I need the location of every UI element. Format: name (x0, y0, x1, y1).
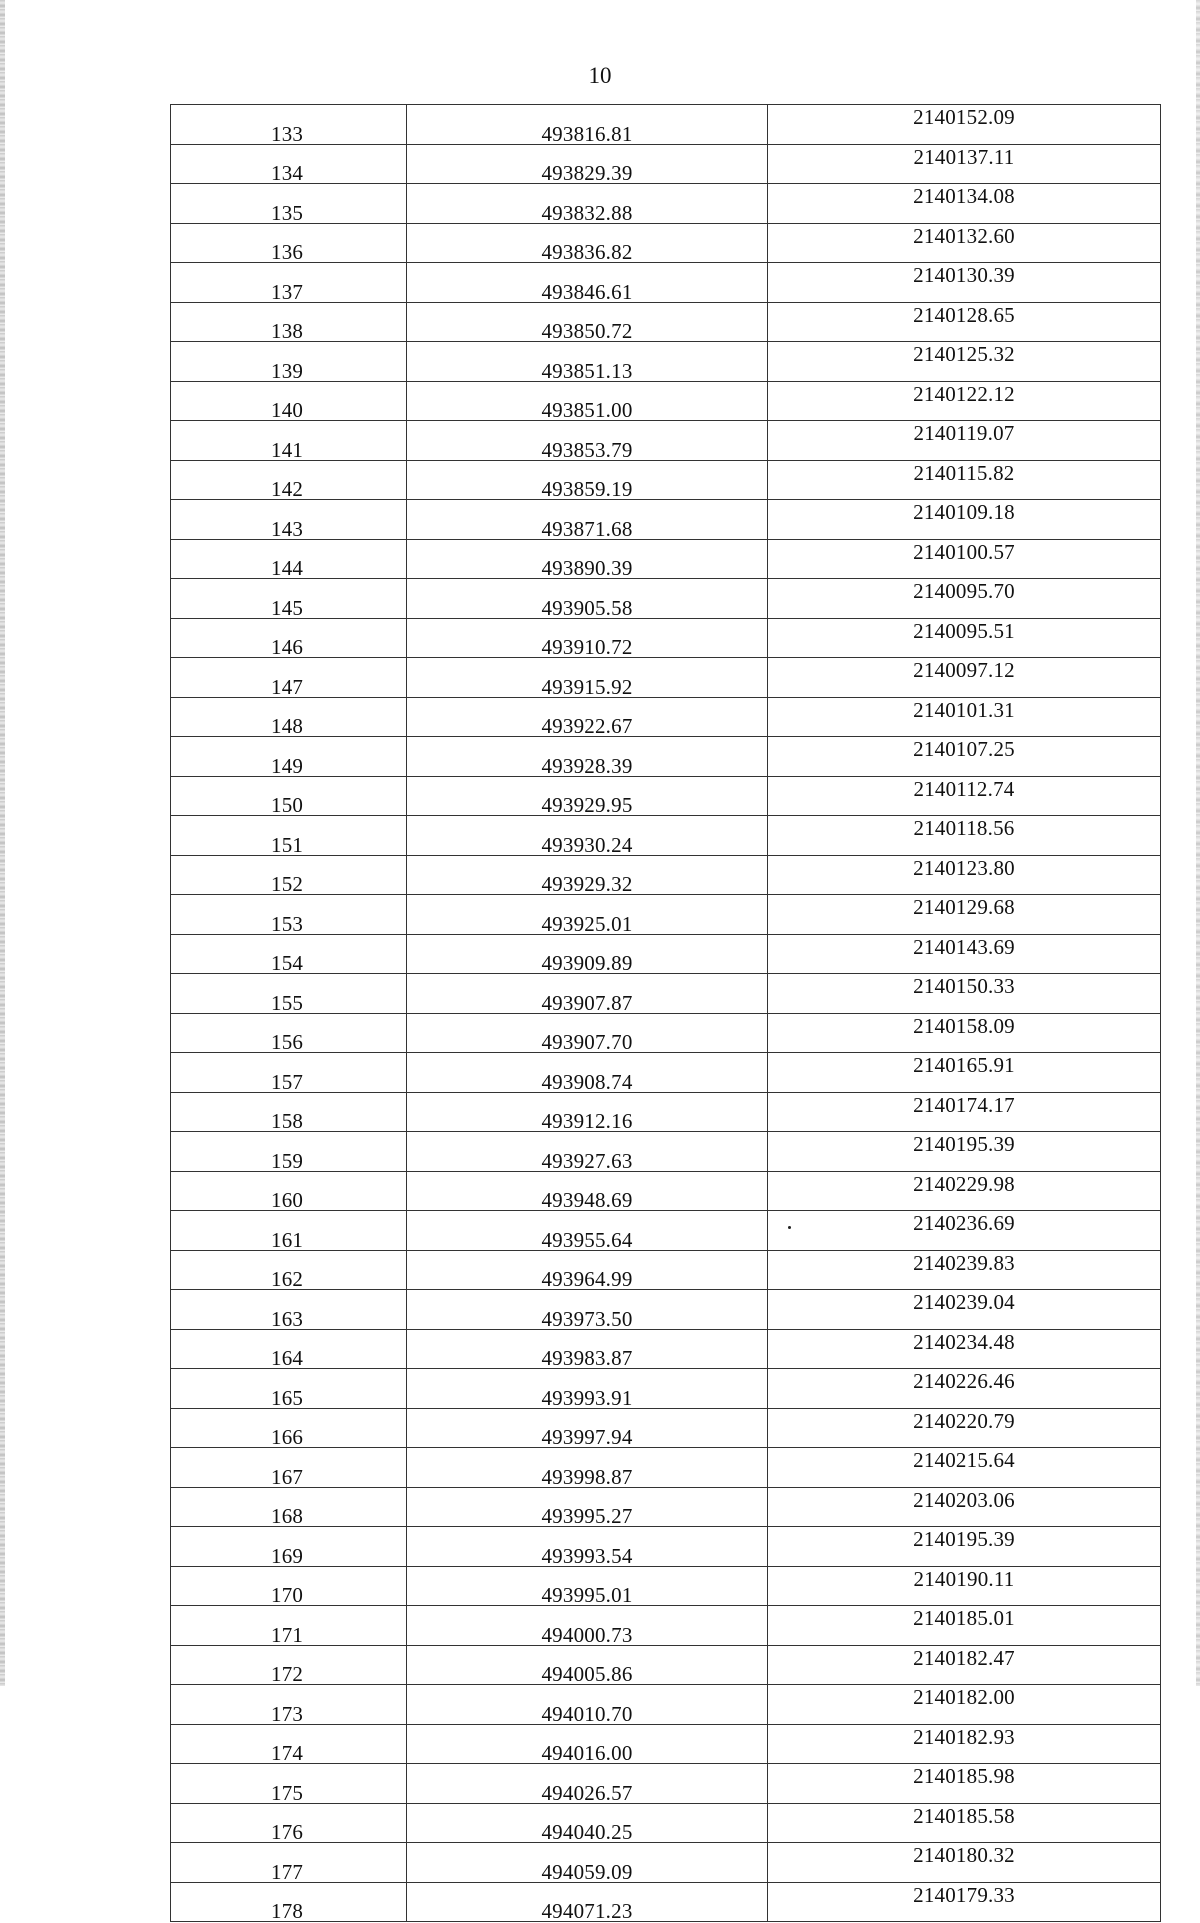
y-coordinate-cell: 2140179.33 (768, 1882, 1161, 1922)
x-coordinate-cell: 493929.32 (407, 855, 768, 895)
table-row (171, 460, 1161, 500)
table-row (171, 1053, 1161, 1093)
scan-edge-right (1196, 0, 1200, 1686)
table-row (171, 105, 1161, 145)
point-number-cell: 144 (171, 539, 407, 579)
y-coordinate-cell: 2140152.09 (768, 105, 1161, 145)
y-coordinate-cell: 2140180.32 (768, 1843, 1161, 1883)
y-coordinate-cell: 2140115.82 (768, 460, 1161, 500)
x-coordinate-cell: 493997.94 (407, 1408, 768, 1448)
point-number-cell: 170 (171, 1566, 407, 1606)
x-coordinate-cell: 493983.87 (407, 1329, 768, 1369)
table-row (171, 1527, 1161, 1567)
point-number-cell: 165 (171, 1369, 407, 1409)
x-coordinate-cell: 493905.58 (407, 579, 768, 619)
x-coordinate-cell: 494016.00 (407, 1724, 768, 1764)
x-coordinate-cell: 493832.88 (407, 184, 768, 224)
x-coordinate-cell: 493930.24 (407, 816, 768, 856)
table-row (171, 1092, 1161, 1132)
point-number-cell: 142 (171, 460, 407, 500)
point-number-cell: 159 (171, 1132, 407, 1172)
y-coordinate-cell: 2140229.98 (768, 1171, 1161, 1211)
x-coordinate-cell: 493910.72 (407, 618, 768, 658)
x-coordinate-cell: 493995.01 (407, 1566, 768, 1606)
y-coordinate-cell: 2140220.79 (768, 1408, 1161, 1448)
coordinate-table (170, 104, 1161, 1922)
point-number-cell: 149 (171, 737, 407, 777)
x-coordinate-cell: 494071.23 (407, 1882, 768, 1922)
x-coordinate-cell: 494026.57 (407, 1764, 768, 1804)
x-coordinate-cell: 494010.70 (407, 1685, 768, 1725)
table-row (171, 1843, 1161, 1883)
y-coordinate-cell: 2140109.18 (768, 500, 1161, 540)
y-coordinate-cell: 2140101.31 (768, 697, 1161, 737)
y-coordinate-cell: 2140182.00 (768, 1685, 1161, 1725)
point-number-cell: 166 (171, 1408, 407, 1448)
x-coordinate-cell: 493964.99 (407, 1250, 768, 1290)
x-coordinate-cell: 493927.63 (407, 1132, 768, 1172)
y-coordinate-cell: 2140095.70 (768, 579, 1161, 619)
x-coordinate-cell: 493908.74 (407, 1053, 768, 1093)
y-coordinate-cell: 2140128.65 (768, 302, 1161, 342)
x-coordinate-cell: 493850.72 (407, 302, 768, 342)
x-coordinate-cell: 493993.54 (407, 1527, 768, 1567)
table-row (171, 1882, 1161, 1922)
point-number-cell: 155 (171, 974, 407, 1014)
point-number-cell: 140 (171, 381, 407, 421)
y-coordinate-cell: 2140097.12 (768, 658, 1161, 698)
point-number-cell: 158 (171, 1092, 407, 1132)
y-coordinate-cell: 2140130.39 (768, 263, 1161, 303)
y-coordinate-cell: 2140100.57 (768, 539, 1161, 579)
point-number-cell: 135 (171, 184, 407, 224)
point-number-cell: 146 (171, 618, 407, 658)
x-coordinate-cell: 493851.13 (407, 342, 768, 382)
point-number-cell: 174 (171, 1724, 407, 1764)
table-row (171, 737, 1161, 777)
y-coordinate-cell: 2140112.74 (768, 776, 1161, 816)
table-row (171, 302, 1161, 342)
y-coordinate-cell: 2140134.08 (768, 184, 1161, 224)
x-coordinate-cell: 493890.39 (407, 539, 768, 579)
table-row (171, 1171, 1161, 1211)
y-coordinate-cell: 2140107.25 (768, 737, 1161, 777)
table-row (171, 342, 1161, 382)
table-row (171, 1013, 1161, 1053)
y-coordinate-cell: 2140236.69 (768, 1211, 1161, 1251)
table-row (171, 1211, 1161, 1251)
point-number-cell: 141 (171, 421, 407, 461)
table-row (171, 658, 1161, 698)
y-coordinate-cell: 2140185.01 (768, 1606, 1161, 1646)
table-row (171, 776, 1161, 816)
y-coordinate-cell: 2140165.91 (768, 1053, 1161, 1093)
point-number-cell: 176 (171, 1803, 407, 1843)
y-coordinate-cell: 2140119.07 (768, 421, 1161, 461)
table-row (171, 1132, 1161, 1172)
scan-edge-left (0, 0, 5, 1686)
x-coordinate-cell: 493928.39 (407, 737, 768, 777)
point-number-cell: 153 (171, 895, 407, 935)
table-row (171, 816, 1161, 856)
point-number-cell: 178 (171, 1882, 407, 1922)
table-row (171, 895, 1161, 935)
x-coordinate-cell: 493846.61 (407, 263, 768, 303)
y-coordinate-cell: 2140132.60 (768, 223, 1161, 263)
point-number-cell: 137 (171, 263, 407, 303)
y-coordinate-cell: 2140118.56 (768, 816, 1161, 856)
y-coordinate-cell: 2140122.12 (768, 381, 1161, 421)
x-coordinate-cell: 493973.50 (407, 1290, 768, 1330)
y-coordinate-cell: 2140150.33 (768, 974, 1161, 1014)
y-coordinate-cell: 2140226.46 (768, 1369, 1161, 1409)
point-number-cell: 151 (171, 816, 407, 856)
x-coordinate-cell: 493859.19 (407, 460, 768, 500)
x-coordinate-cell: 493907.70 (407, 1013, 768, 1053)
coordinate-table-body (171, 105, 1161, 1922)
x-coordinate-cell: 493993.91 (407, 1369, 768, 1409)
x-coordinate-cell: 493816.81 (407, 105, 768, 145)
point-number-cell: 172 (171, 1645, 407, 1685)
x-coordinate-cell: 493909.89 (407, 934, 768, 974)
table-row (171, 381, 1161, 421)
point-number-cell: 133 (171, 105, 407, 145)
y-coordinate-cell: 2140215.64 (768, 1448, 1161, 1488)
x-coordinate-cell: 493955.64 (407, 1211, 768, 1251)
point-number-cell: 143 (171, 500, 407, 540)
table-row (171, 1685, 1161, 1725)
y-coordinate-cell: 2140174.17 (768, 1092, 1161, 1132)
x-coordinate-cell: 493915.92 (407, 658, 768, 698)
point-number-cell: 136 (171, 223, 407, 263)
x-coordinate-cell: 493853.79 (407, 421, 768, 461)
table-row (171, 1606, 1161, 1646)
table-row (171, 1645, 1161, 1685)
table-row (171, 697, 1161, 737)
y-coordinate-cell: 2140203.06 (768, 1487, 1161, 1527)
table-row (171, 1250, 1161, 1290)
y-coordinate-cell: 2140182.93 (768, 1724, 1161, 1764)
table-row (171, 579, 1161, 619)
point-number-cell: 134 (171, 144, 407, 184)
page-number: 10 (588, 63, 612, 88)
y-coordinate-cell: 2140185.58 (768, 1803, 1161, 1843)
y-coordinate-cell: 2140182.47 (768, 1645, 1161, 1685)
point-number-cell: 175 (171, 1764, 407, 1804)
point-number-cell: 167 (171, 1448, 407, 1488)
y-coordinate-cell: 2140195.39 (768, 1527, 1161, 1567)
point-number-cell: 157 (171, 1053, 407, 1093)
table-row (171, 1487, 1161, 1527)
table-row (171, 421, 1161, 461)
table-row (171, 500, 1161, 540)
table-row (171, 974, 1161, 1014)
x-coordinate-cell: 494040.25 (407, 1803, 768, 1843)
y-coordinate-cell: 2140095.51 (768, 618, 1161, 658)
x-coordinate-cell: 493851.00 (407, 381, 768, 421)
y-coordinate-cell: 2140185.98 (768, 1764, 1161, 1804)
point-number-cell: 173 (171, 1685, 407, 1725)
table-row (171, 618, 1161, 658)
table-row (171, 1329, 1161, 1369)
y-coordinate-cell: 2140239.83 (768, 1250, 1161, 1290)
table-row (171, 1290, 1161, 1330)
table-row (171, 1448, 1161, 1488)
point-number-cell: 168 (171, 1487, 407, 1527)
point-number-cell: 160 (171, 1171, 407, 1211)
y-coordinate-cell: 2140137.11 (768, 144, 1161, 184)
point-number-cell: 171 (171, 1606, 407, 1646)
table-row (171, 263, 1161, 303)
point-number-cell: 161 (171, 1211, 407, 1251)
x-coordinate-cell: 493907.87 (407, 974, 768, 1014)
x-coordinate-cell: 493925.01 (407, 895, 768, 935)
x-coordinate-cell: 493829.39 (407, 144, 768, 184)
table-row (171, 1724, 1161, 1764)
x-coordinate-cell: 493998.87 (407, 1448, 768, 1488)
y-coordinate-cell: 2140190.11 (768, 1566, 1161, 1606)
y-coordinate-cell: 2140158.09 (768, 1013, 1161, 1053)
y-coordinate-cell: 2140239.04 (768, 1290, 1161, 1330)
y-coordinate-cell: 2140125.32 (768, 342, 1161, 382)
point-number-cell: 152 (171, 855, 407, 895)
point-number-cell: 163 (171, 1290, 407, 1330)
y-coordinate-cell: 2140143.69 (768, 934, 1161, 974)
x-coordinate-cell: 493948.69 (407, 1171, 768, 1211)
point-number-cell: 169 (171, 1527, 407, 1567)
table-row (171, 223, 1161, 263)
point-number-cell: 139 (171, 342, 407, 382)
table-row (171, 1566, 1161, 1606)
table-row (171, 184, 1161, 224)
point-number-cell: 148 (171, 697, 407, 737)
table-row (171, 144, 1161, 184)
x-coordinate-cell: 494000.73 (407, 1606, 768, 1646)
x-coordinate-cell: 493912.16 (407, 1092, 768, 1132)
x-coordinate-cell: 494005.86 (407, 1645, 768, 1685)
point-number-cell: 177 (171, 1843, 407, 1883)
table-row (171, 934, 1161, 974)
scan-speck (788, 1226, 791, 1229)
point-number-cell: 162 (171, 1250, 407, 1290)
point-number-cell: 147 (171, 658, 407, 698)
table-row (171, 1408, 1161, 1448)
y-coordinate-cell: 2140129.68 (768, 895, 1161, 935)
point-number-cell: 156 (171, 1013, 407, 1053)
x-coordinate-cell: 493836.82 (407, 223, 768, 263)
table-row (171, 1369, 1161, 1409)
y-coordinate-cell: 2140234.48 (768, 1329, 1161, 1369)
x-coordinate-cell: 493995.27 (407, 1487, 768, 1527)
y-coordinate-cell: 2140195.39 (768, 1132, 1161, 1172)
point-number-cell: 150 (171, 776, 407, 816)
x-coordinate-cell: 493871.68 (407, 500, 768, 540)
table-row (171, 539, 1161, 579)
y-coordinate-cell: 2140123.80 (768, 855, 1161, 895)
point-number-cell: 154 (171, 934, 407, 974)
x-coordinate-cell: 493922.67 (407, 697, 768, 737)
point-number-cell: 138 (171, 302, 407, 342)
table-row (171, 1803, 1161, 1843)
point-number-cell: 164 (171, 1329, 407, 1369)
x-coordinate-cell: 494059.09 (407, 1843, 768, 1883)
x-coordinate-cell: 493929.95 (407, 776, 768, 816)
table-row (171, 1764, 1161, 1804)
point-number-cell: 145 (171, 579, 407, 619)
table-row (171, 855, 1161, 895)
